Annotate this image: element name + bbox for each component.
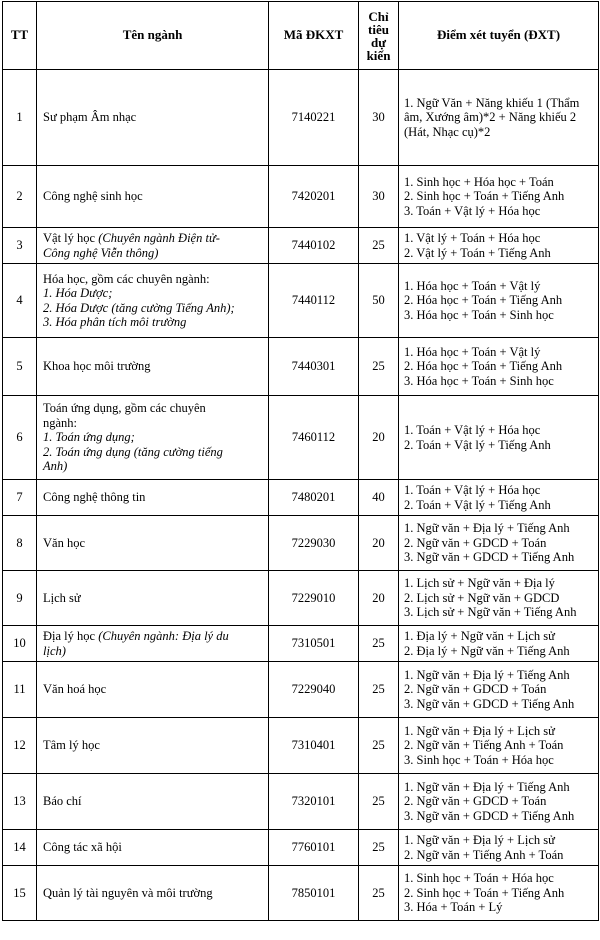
header-quota-line: kiến (366, 47, 391, 63)
major-code: 7760101 (269, 830, 359, 866)
major-code: 7140221 (269, 70, 359, 166)
major-name-part: (Chuyên ngành: Địa lý du (98, 629, 229, 643)
major-name (37, 70, 269, 166)
header-tt: TT (3, 2, 37, 70)
major-name-part: 1. Hóa Dược; (43, 286, 113, 300)
subject-combination: 1. Sinh học + Toán + Hóa học (404, 871, 554, 886)
quota: 25 (359, 338, 399, 396)
quota: 25 (359, 830, 399, 866)
quota: 25 (359, 662, 399, 718)
row-number: 14 (3, 830, 37, 866)
subject-combination: 1. Ngữ Văn + Năng khiếu 1 (Thẩm (404, 95, 580, 110)
subject-combination: 2. Ngữ văn + Tiếng Anh + Toán (404, 738, 564, 753)
row-number: 2 (3, 166, 37, 228)
subject-combinations (399, 662, 599, 718)
major-code: 7440301 (269, 338, 359, 396)
major-name (37, 626, 269, 662)
major-code: 7320101 (269, 774, 359, 830)
subject-combination: 3. Toán + Vật lý + Hóa học (404, 203, 541, 218)
table-row (3, 338, 599, 396)
subject-combination: 3. Ngữ văn + GDCD + Tiếng Anh (404, 550, 575, 565)
table-row (3, 264, 599, 338)
major-name-part: Văn học (43, 535, 85, 550)
subject-combination: 1. Ngữ văn + Địa lý + Tiếng Anh (404, 667, 570, 682)
major-name-part: 2. Toán ứng dụng (tăng cường tiếng (43, 444, 223, 459)
subject-combination: 1. Ngữ văn + Địa lý + Lịch sử (404, 723, 555, 738)
subject-combinations (399, 70, 599, 166)
subject-combination: 1. Địa lý + Ngữ văn + Lịch sử (404, 629, 555, 643)
major-code: 7440112 (269, 264, 359, 338)
subject-combination: 3. Sinh học + Toán + Hóa học (404, 752, 554, 767)
major-name-part: ngành: (43, 415, 78, 430)
quota: 20 (359, 516, 399, 571)
major-name-part: Hóa học, gồm các chuyên ngành: (43, 271, 210, 286)
subject-combination: 1. Sinh học + Hóa học + Toán (404, 174, 554, 189)
quota: 25 (359, 228, 399, 264)
subject-combinations (399, 866, 599, 921)
subject-combination: 2. Toán + Vật lý + Tiếng Anh (404, 497, 551, 512)
subject-combination: 2. Lịch sử + Ngữ văn + GDCD (404, 590, 560, 605)
major-name (37, 264, 269, 338)
subject-combination: 1. Vật lý + Toán + Hóa học (404, 231, 541, 245)
subject-combinations (399, 338, 599, 396)
major-name (37, 396, 269, 480)
quota: 30 (359, 70, 399, 166)
table-row (3, 866, 599, 921)
row-number: 7 (3, 480, 37, 516)
subject-combination: 1. Toán + Vật lý + Hóa học (404, 423, 541, 437)
major-name (37, 480, 269, 516)
subject-combination: 2. Ngữ văn + GDCD + Toán (404, 682, 547, 697)
row-number: 15 (3, 866, 37, 921)
admission-table (2, 1, 599, 921)
subject-combination: 2. Vật lý + Toán + Tiếng Anh (404, 245, 551, 260)
subject-combination: 2. Toán + Vật lý + Tiếng Anh (404, 437, 551, 452)
subject-combinations (399, 166, 599, 228)
major-name (37, 166, 269, 228)
major-name-part: 3. Hóa phân tích môi trường (43, 315, 187, 329)
major-name-part: Sư phạm Âm nhạc (43, 110, 137, 125)
row-number: 5 (3, 338, 37, 396)
major-name-part: Văn hoá học (43, 682, 107, 697)
subject-combination: 2. Hóa học + Toán + Tiếng Anh (404, 359, 563, 374)
subject-combination: 3. Hóa học + Toán + Sinh học (404, 373, 554, 388)
subject-combination: 2. Sinh học + Toán + Tiếng Anh (404, 885, 565, 900)
header-name: Tên ngành (37, 2, 269, 70)
subject-combinations (399, 228, 599, 264)
row-number: 8 (3, 516, 37, 571)
subject-combination: 1. Ngữ văn + Địa lý + Lịch sử (404, 833, 555, 847)
row-number: 10 (3, 626, 37, 662)
major-name-part: Công nghệ sinh học (43, 189, 143, 204)
major-code: 7480201 (269, 480, 359, 516)
subject-combination: 2. Sinh học + Toán + Tiếng Anh (404, 189, 565, 204)
subject-combination: 1. Ngữ văn + Địa lý + Tiếng Anh (404, 521, 570, 536)
subject-combinations (399, 718, 599, 774)
subject-combinations (399, 396, 599, 480)
major-name (37, 662, 269, 718)
major-name-part: Tâm lý học (43, 738, 100, 753)
major-code: 7440102 (269, 228, 359, 264)
table-row (3, 774, 599, 830)
major-code: 7229010 (269, 571, 359, 626)
major-name (37, 571, 269, 626)
table-row (3, 396, 599, 480)
major-name-part: Anh) (43, 459, 68, 474)
subject-combination: (Hát, Nhạc cụ)*2 (404, 124, 491, 139)
major-name-part: Quản lý tài nguyên và môi trường (43, 885, 213, 900)
major-name (37, 338, 269, 396)
major-name-part: (Chuyên ngành Điện tử- (98, 231, 220, 245)
major-name (37, 774, 269, 830)
header-quota (359, 2, 399, 70)
subject-combination: 1. Ngữ văn + Địa lý + Tiếng Anh (404, 779, 570, 794)
table-row (3, 166, 599, 228)
subject-combinations (399, 571, 599, 626)
major-name-part: Công tác xã hội (43, 840, 122, 855)
table-row (3, 70, 599, 166)
row-number: 6 (3, 396, 37, 480)
major-name-part: Vật lý học (43, 231, 99, 245)
major-name (37, 830, 269, 866)
subject-combination: 3. Hóa + Toán + Lý (404, 900, 503, 915)
major-name (37, 718, 269, 774)
table-row (3, 662, 599, 718)
major-name-part: Công nghệ thông tin (43, 490, 146, 505)
row-number: 13 (3, 774, 37, 830)
quota: 20 (359, 571, 399, 626)
subject-combination: 1. Toán + Vật lý + Hóa học (404, 483, 541, 497)
major-name-part: lịch) (43, 643, 66, 658)
subject-combinations (399, 516, 599, 571)
table-body (3, 70, 599, 921)
major-name-part: Địa lý học (43, 629, 99, 643)
subject-combination: 2. Hóa học + Toán + Tiếng Anh (404, 293, 563, 308)
subject-combination: 2. Ngữ văn + Tiếng Anh + Toán (404, 847, 564, 862)
table-row (3, 571, 599, 626)
row-number: 11 (3, 662, 37, 718)
table-header-row (3, 2, 599, 70)
major-name (37, 228, 269, 264)
quota: 25 (359, 626, 399, 662)
major-name-part: Khoa học môi trường (43, 359, 151, 374)
quota: 40 (359, 480, 399, 516)
major-name-part: Toán ứng dụng, gồm các chuyên (43, 401, 206, 416)
row-number: 3 (3, 228, 37, 264)
subject-combination: 1. Hóa học + Toán + Vật lý (404, 344, 541, 359)
major-name (37, 866, 269, 921)
quota: 25 (359, 774, 399, 830)
subject-combination: 3. Ngữ văn + GDCD + Tiếng Anh (404, 696, 575, 711)
major-name (37, 516, 269, 571)
subject-combinations (399, 480, 599, 516)
subject-combination: 1. Hóa học + Toán + Vật lý (404, 278, 541, 293)
table-row (3, 718, 599, 774)
subject-combination: 1. Lịch sử + Ngữ văn + Địa lý (404, 576, 555, 591)
major-code: 7229040 (269, 662, 359, 718)
subject-combinations (399, 264, 599, 338)
header-quota-line: Chỉ (368, 8, 389, 24)
table-row (3, 516, 599, 571)
header-code: Mã ĐKXT (269, 2, 359, 70)
subject-combinations (399, 626, 599, 662)
table-row (3, 228, 599, 264)
subject-combinations (399, 774, 599, 830)
subject-combination: 3. Ngữ văn + GDCD + Tiếng Anh (404, 808, 575, 823)
subject-combination: 2. Địa lý + Ngữ văn + Tiếng Anh (404, 643, 570, 658)
subject-combination: âm, Xướng âm)*2 + Năng khiếu 2 (404, 110, 577, 125)
major-code: 7229030 (269, 516, 359, 571)
major-code: 7850101 (269, 866, 359, 921)
table-row (3, 626, 599, 662)
row-number: 9 (3, 571, 37, 626)
row-number: 1 (3, 70, 37, 166)
quota: 25 (359, 718, 399, 774)
major-code: 7310501 (269, 626, 359, 662)
row-number: 12 (3, 718, 37, 774)
subject-combination: 3. Lịch sử + Ngữ văn + Tiếng Anh (404, 605, 577, 620)
quota: 25 (359, 866, 399, 921)
major-name-part: Báo chí (43, 794, 82, 809)
subject-combinations (399, 830, 599, 866)
header-xt: Điểm xét tuyển (ĐXT) (399, 2, 599, 70)
major-name-part: 1. Toán ứng dụng; (43, 430, 135, 445)
major-code: 7460112 (269, 396, 359, 480)
major-name-part: 2. Hóa Dược (tăng cường Tiếng Anh); (43, 300, 235, 315)
subject-combination: 3. Hóa học + Toán + Sinh học (404, 307, 554, 322)
quota: 20 (359, 396, 399, 480)
table-row (3, 830, 599, 866)
table-row (3, 480, 599, 516)
header-quota-line: tiêu (368, 21, 389, 37)
subject-combination: 2. Ngữ văn + GDCD + Toán (404, 535, 547, 550)
quota: 30 (359, 166, 399, 228)
subject-combination: 2. Ngữ văn + GDCD + Toán (404, 794, 547, 809)
major-code: 7420201 (269, 166, 359, 228)
major-name-part: Công nghệ Viễn thông) (43, 245, 159, 260)
row-number: 4 (3, 264, 37, 338)
major-code: 7310401 (269, 718, 359, 774)
major-name-part: Lịch sử (43, 590, 81, 605)
header-quota-line: dự (370, 34, 387, 50)
quota: 50 (359, 264, 399, 338)
